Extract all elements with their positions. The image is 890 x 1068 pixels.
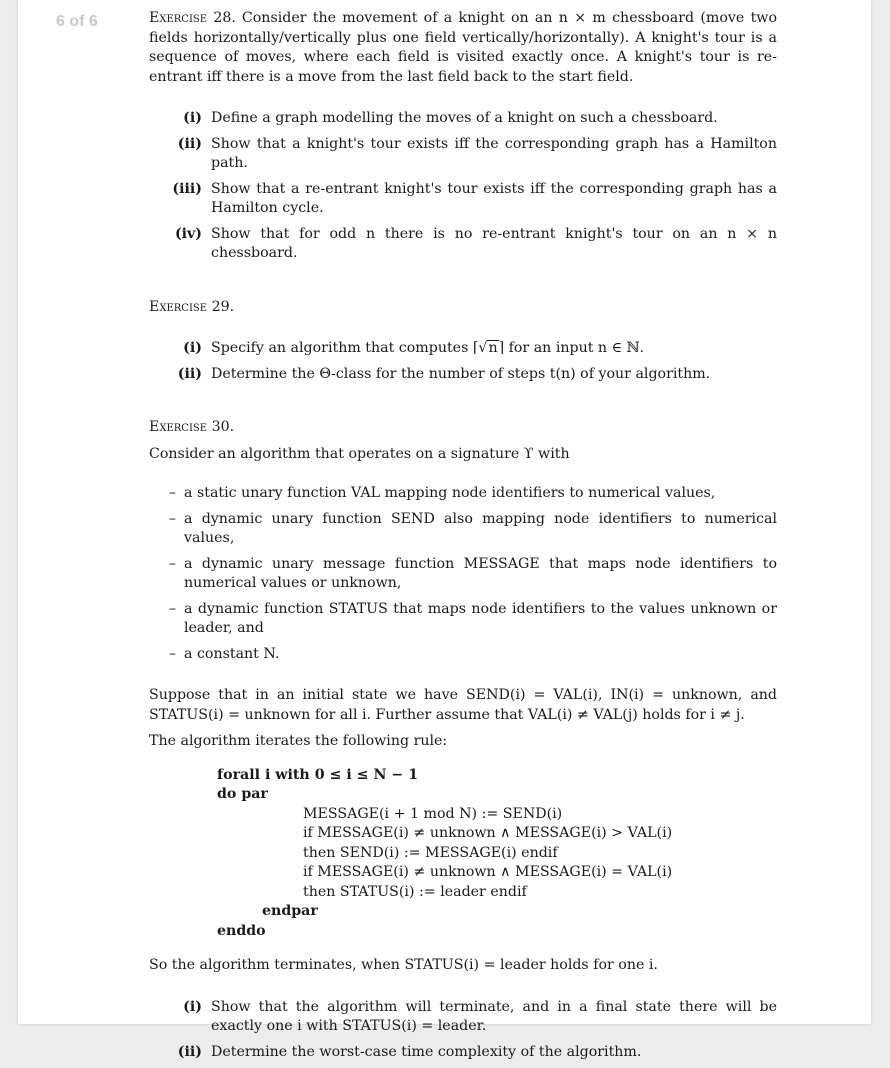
exercise-28-text: Consider the movement of a knight on an n × m chessboard (move two fields horizontally/vertically plus one field vertically/horizontally). A knight's tour is a sequence of moves, where each field is visited exactly once. A knight's tour is re-entrant iff there is a move from the last field back to the start field.: [149, 10, 777, 85]
exercise-30-terminates: So the algorithm terminates, when STATUS(i) = leader holds for one i.: [149, 957, 658, 973]
bullet-text: a dynamic unary message function MESSAGE that maps node identifiers to numerical values or unknown,: [184, 555, 777, 591]
algo-line: do par: [217, 786, 268, 802]
algo-line: then SEND(i) := MESSAGE(i) endif: [303, 844, 558, 861]
exercise-30-suppose: Suppose that in an initial state we have SEND(i) = VAL(i), IN(i) = unknown, and STATUS(i) = unknown for all i. Further assume that VAL(i) ≠ VAL(j) holds for i ≠ j.: [149, 687, 777, 723]
bullet-text: a constant N.: [184, 645, 280, 662]
bullet-text: a dynamic function STATUS that maps node identifiers to the values unknown or leader, and: [184, 600, 777, 636]
bullet-item: [149, 555, 777, 594]
exercise-29-item: [149, 339, 777, 359]
exercise-30-intro: Consider an algorithm that operates on a signature ϒ with: [149, 445, 570, 462]
exercise-29-heading: Exercise 29.: [149, 298, 235, 315]
item-number: (i): [183, 340, 202, 356]
exercise-28-item: [149, 109, 777, 129]
document-page: [18, 0, 871, 1060]
bullet-dash: –: [168, 510, 176, 527]
exercise-30-heading: Exercise 30.: [149, 419, 235, 435]
exercise-28-item: [149, 180, 777, 219]
algo-line: enddo: [217, 922, 266, 939]
item-number: (i): [183, 110, 202, 126]
exercise-28-list: [149, 109, 777, 264]
bullet-item: [149, 484, 777, 504]
algorithm-block: [149, 766, 777, 942]
exercise-30-list: [149, 998, 777, 1063]
item-text: Show that a re-entrant knight's tour exists iff the corresponding graph has a Hamilton cycle.: [211, 180, 777, 216]
algo-line: if MESSAGE(i) ≠ unknown ∧ MESSAGE(i) = VAL(i): [303, 864, 673, 880]
page-content: [149, 9, 777, 1068]
item-text: Show that the algorithm will terminate, and in a final state there will be exactly one i with STATUS(i) = leader.: [211, 998, 777, 1034]
exercise-29-item: [149, 365, 777, 385]
exercise-29-list: [149, 339, 777, 384]
algo-line: if MESSAGE(i) ≠ unknown ∧ MESSAGE(i) > VAL(i): [303, 825, 673, 841]
item-text: Show that a knight's tour exists iff the corresponding graph has a Hamilton path.: [211, 135, 777, 171]
bullet-dash: –: [168, 600, 176, 617]
exercise-29-heading-line: [149, 298, 777, 318]
bullet-text: a static unary function VAL mapping node identifiers to numerical values,: [184, 485, 716, 501]
sqrt-radicand: n: [488, 340, 498, 356]
exercise-28-item: [149, 225, 777, 264]
bullet-text: a dynamic unary function SEND also mapping node identifiers to numerical values,: [184, 510, 777, 546]
exercise-28-heading: Exercise 28.: [149, 10, 236, 26]
item-number: (iii): [172, 180, 202, 197]
algo-line: then STATUS(i) := leader endif: [303, 883, 527, 900]
item-text: Determine the Θ-class for the number of steps t(n) of your algorithm.: [211, 365, 711, 382]
bullet-dash: –: [168, 555, 176, 572]
item-text: Specify an algorithm that computes ⌈√n⌉ for an input n ∈ ℕ.: [211, 340, 645, 356]
item-text: Define a graph modelling the moves of a knight on such a chessboard.: [211, 110, 718, 126]
bullet-item: [149, 600, 777, 639]
algo-line: forall i with 0 ≤ i ≤ N − 1: [217, 766, 419, 783]
item-number: (iv): [174, 225, 202, 242]
exercise-30-item: [149, 1043, 777, 1063]
exercise-30-bullets: [149, 484, 777, 664]
item-number: (ii): [177, 365, 202, 382]
exercise-30-item: [149, 998, 777, 1037]
algo-line: endpar: [262, 903, 318, 919]
exercise-30-iterates: The algorithm iterates the following rule:: [149, 733, 448, 749]
item-text: Determine the worst-case time complexity of the algorithm.: [211, 1043, 642, 1060]
item-number: (ii): [177, 135, 202, 152]
exercise-30-heading-line: [149, 418, 777, 438]
algo-line: MESSAGE(i + 1 mod N) := SEND(i): [303, 805, 563, 822]
bullet-item: [149, 510, 777, 549]
bullet-dash: –: [168, 645, 176, 662]
exercise-28-item: [149, 135, 777, 174]
item-number: (ii): [177, 1043, 202, 1060]
exercise-28-intro: [149, 9, 777, 87]
bullet-dash: –: [168, 485, 176, 501]
item-text: Show that for odd n there is no re-entrant knight's tour on an n × n chessboard.: [211, 225, 777, 261]
bullet-item: [149, 645, 777, 665]
page-indicator: 6 of 6: [56, 13, 98, 30]
item-number: (i): [183, 998, 202, 1015]
